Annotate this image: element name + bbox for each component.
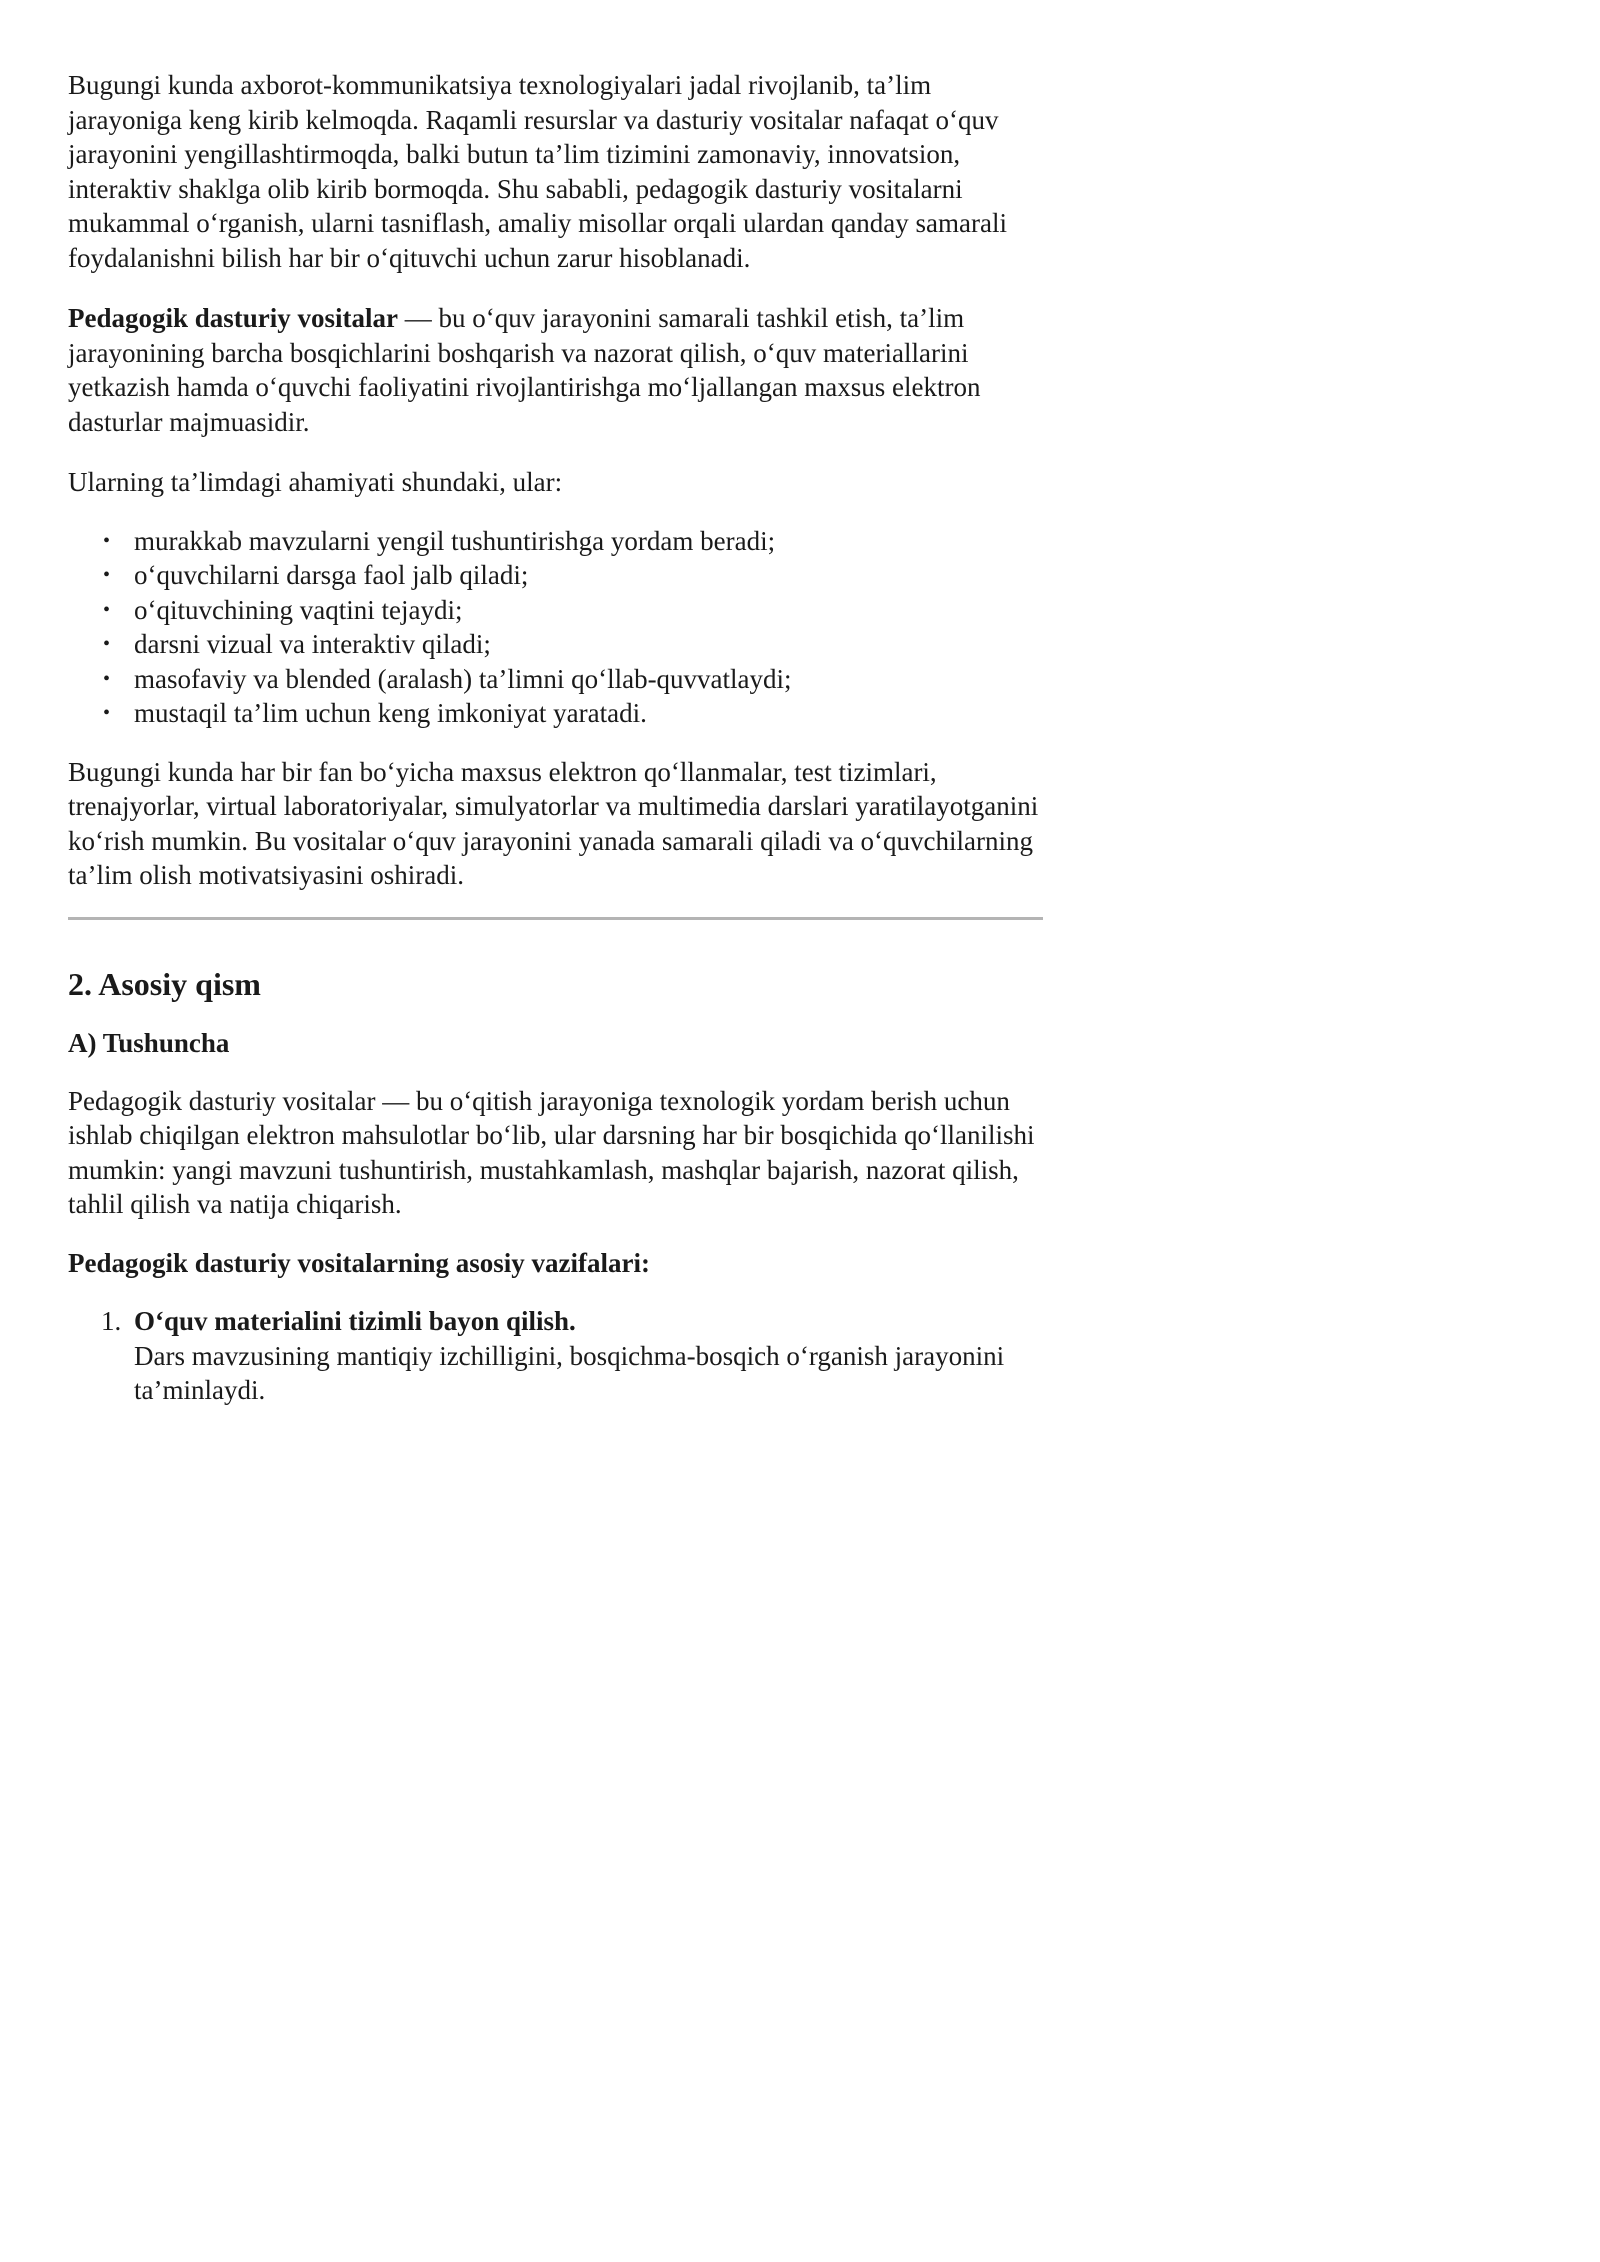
list-item <box>103 662 1043 697</box>
list-item <box>103 524 1043 559</box>
definition-paragraph <box>68 301 1043 439</box>
bullet-icon: • <box>103 702 111 724</box>
section-heading: 2. Asosiy qism <box>68 965 261 1002</box>
tasks-heading: Pedagogik dasturiy vositalarning asosiy vazifalari: <box>68 1247 651 1278</box>
task-description: Dars mavzusining mantiqiy izchilligini, bosqichma-bosqich o‘rganish jarayonini ta’minlaydi. <box>134 1340 1005 1405</box>
list-item-text: darsni vizual va interaktiv qiladi; <box>134 629 491 659</box>
horizontal-divider <box>68 917 1043 920</box>
bullet-icon: • <box>103 633 111 655</box>
document-page <box>68 68 1043 1408</box>
list-item <box>103 627 1043 662</box>
task-title: O‘quv materialini tizimli bayon qilish. <box>134 1306 576 1336</box>
bullet-icon: • <box>103 564 111 586</box>
bullet-icon: • <box>103 598 111 621</box>
tasks-list <box>68 1304 1043 1408</box>
task-number: 1. <box>101 1306 122 1336</box>
list-item-text: mustaqil ta’lim uchun keng imkoniyat yaratadi. <box>134 698 647 728</box>
concept-paragraph: Pedagogik dasturiy vositalar — bu o‘qitish jarayoniga texnologik yordam berish uchun ishlab chiqilgan elektron mahsulotlar bo‘lib, ular darsning har bir bosqichida qo‘llanilishi mumkin: yangi mavzuni tushuntirish, mustahkamlash, mashqlar bajarish, nazorat qilish, tahlil qilish va natija chiqarish. <box>68 1085 1035 1219</box>
list-item-text: masofaviy va blended (aralash) ta’limni qo‘llab-quvvatlaydi; <box>134 663 792 694</box>
list-item <box>103 558 1043 593</box>
list-item-text: murakkab mavzularni yengil tushuntirishga yordam beradi; <box>134 525 776 556</box>
task-item <box>101 1304 1043 1408</box>
bullet-icon: • <box>103 667 111 690</box>
definition-term: Pedagogik dasturiy vositalar <box>68 303 399 333</box>
list-item-text: o‘qituvchining vaqtini tejaydi; <box>134 594 463 625</box>
closing-paragraph: Bugungi kunda har bir fan bo‘yicha maxsus elektron qo‘llanmalar, test tizimlari, trenajyorlar, virtual laboratoriyalar, simulyatorlar va multimedia darslari yaratilayotganini ko‘rish mumkin. Bu vositalar o‘quv jarayonini yanada samarali qiladi va o‘quvchilarning ta’lim olish motivatsiyasini oshiradi. <box>68 756 1039 890</box>
definition-text: — bu o‘quv jarayonini samarali tashkil etish, ta’lim jarayonining barcha bosqichlarini boshqarish va nazorat qilish, o‘quv materiallarini yetkazish hamda o‘quvchi faoliyatini rivojlantirishga mo‘ljallangan maxsus elektron dasturlar majmuasidir. <box>68 303 981 437</box>
intro-paragraph: Bugungi kunda axborot-kommunikatsiya texnologiyalari jadal rivojlanib, ta’lim jarayoniga keng kirib kelmoqda. Raqamli resurslar va dasturiy vositalar nafaqat o‘quv jarayonini yengillashtirmoqda, balki butun ta’lim tizimini zamonaviy, innovatsion, interaktiv shaklga olib kirib bormoqda. Shu sababli, pedagogik dasturiy vositalarni mukammal o‘rganish, ularni tasniflash, amaliy misollar orqali ulardan qanday samarali foydalanishni bilish har bir o‘qituvchi uchun zarur hisoblanadi. <box>68 70 1007 273</box>
list-item-text: o‘quvchilarni darsga faol jalb qiladi; <box>134 560 529 590</box>
subsection-heading: A) Tushuncha <box>68 1027 230 1058</box>
importance-lead: Ularning ta’limdagi ahamiyati shundaki, ular: <box>68 467 563 497</box>
list-item <box>103 593 1043 628</box>
importance-list <box>68 524 1043 731</box>
list-item <box>103 696 1043 731</box>
bullet-icon: • <box>103 529 111 552</box>
